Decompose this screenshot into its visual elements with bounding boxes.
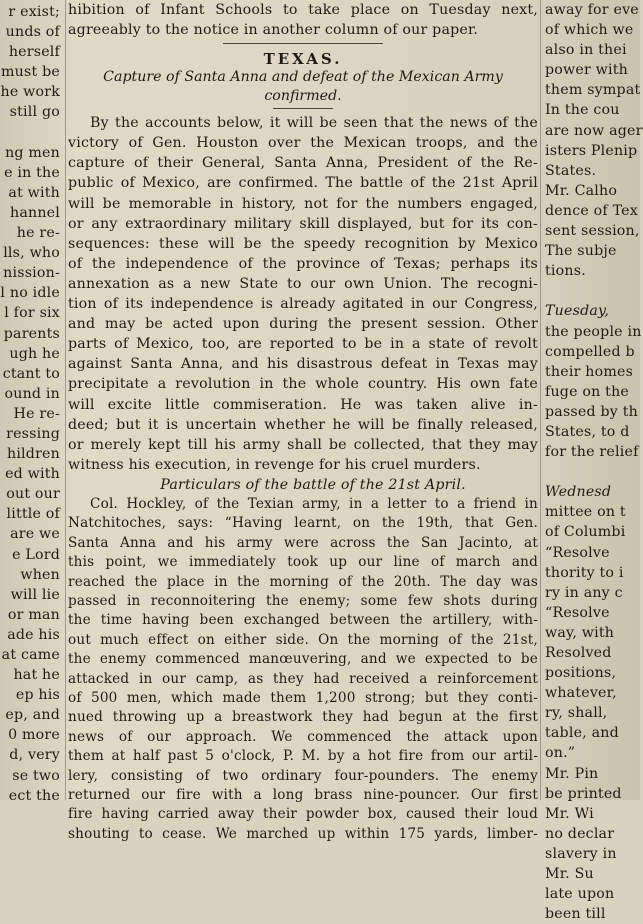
left-line: l for six (4, 305, 60, 322)
right-line: them sympat (545, 82, 641, 99)
article-line: and may be acted upon during the present session. Other (68, 316, 538, 333)
article-line: will excite little commiseration. He was taken alive in- (68, 396, 538, 413)
right-line: no declar (545, 825, 615, 842)
left-line: unds of (5, 24, 60, 41)
left-line: ed with (5, 466, 60, 483)
left-line: little of (6, 506, 60, 523)
right-line: States. (545, 162, 597, 179)
left-line: r exist; (8, 4, 60, 20)
left-line: ound in (4, 385, 60, 402)
right-line: of Columbi (545, 524, 626, 541)
right-line: late upon (545, 886, 615, 903)
article-line: nued throwing up a breastwork they had begun at the first (68, 709, 538, 726)
left-line: ade his (7, 626, 60, 643)
top-line: hibition of Infant Schools to take place on Tuesday next, (68, 2, 538, 18)
article-line: parts of Mexico, too, are reported to be in a state of revolt (68, 336, 538, 353)
left-line: ep, and (5, 707, 60, 724)
article-line: news of our approach. We commenced the attack upon (68, 728, 538, 745)
left-line: ugh he (9, 345, 60, 362)
deck-divider (273, 108, 333, 109)
article-line: of the independence of the province of Texas; perhaps its (68, 255, 538, 272)
right-line: thority to i (545, 564, 624, 581)
article-line: public of Mexico, are confirmed. The battle of the 21st April (68, 175, 538, 192)
left-line: lls, who (3, 245, 60, 262)
left-line: he re- (16, 225, 60, 242)
left-line: ect the (8, 787, 60, 804)
section-divider (223, 43, 383, 44)
column-rule-left (65, 0, 66, 800)
right-line: dence of Tex (545, 202, 638, 219)
right-line: been till (545, 906, 606, 923)
article-line: fire having carried away their powder box, caused their loud (68, 806, 538, 823)
article-line: Santa Anna and his army were across the San Jacinto, at (68, 534, 538, 551)
right-line: table, and (545, 725, 619, 742)
left-line: ctant to (2, 365, 60, 382)
left-line: hildren (6, 446, 60, 463)
right-line: tions. (545, 263, 586, 280)
article-line: reached the place in the morning of the 20th. The day was (68, 573, 538, 590)
article-line: precipitate a revolution in the whole country. His own fate (68, 376, 538, 393)
right-line: be printed (545, 785, 622, 802)
deck-line-1: Capture of Santa Anna and defeat of the Mexican Army (103, 69, 503, 86)
right-line: passed by th (545, 403, 638, 420)
article-line: By the accounts below, it will be seen that the news of the (90, 115, 538, 132)
right-line: are now ager (545, 122, 643, 139)
deck-line-2: confirmed. (264, 88, 342, 105)
right-line: away for eve (545, 2, 639, 18)
left-line: d, very (9, 747, 60, 764)
paragraph-1 (68, 113, 538, 475)
article-line: attacked in our camp, as they had received a reinforcement (68, 670, 538, 687)
left-line: at with (8, 184, 60, 201)
article-line: will be memorable in history, not for the numbers engaged, (68, 195, 538, 212)
left-line: parents (3, 325, 60, 342)
left-line: out our (6, 486, 60, 503)
right-line: way, with (545, 624, 615, 641)
left-line (0, 123, 64, 143)
article-line: them at half past 5 o'clock, P. M. by a hot fire from our artil- (68, 748, 538, 765)
right-line: slavery in (545, 845, 617, 862)
right-line: ry in any c (545, 584, 623, 601)
article-line: capture of their General, Santa Anna, President of the Re- (68, 155, 538, 172)
article-line: annexation as a new State to our own Union. The recogni- (68, 275, 538, 292)
right-line: ry, shall, (545, 705, 608, 722)
article-line: returned our fire with a long brass nine-pouncer. Our first (68, 787, 538, 804)
left-line: e in the (4, 164, 60, 181)
column-rule-right (540, 0, 541, 800)
paragraph-2 (68, 495, 538, 844)
right-line: positions, (545, 665, 617, 682)
right-line: Mr. Pin (545, 765, 599, 782)
left-line: when (20, 566, 60, 583)
article-line: sequences: these will be the speedy recognition by Mexico (68, 235, 538, 252)
article-line: of 500 men, which made them 1,200 strong; but they conti- (68, 690, 538, 707)
right-line: power with (545, 62, 628, 79)
left-line: are we (10, 526, 60, 543)
right-line: for the relief (545, 444, 639, 461)
left-line: will lie (10, 586, 60, 603)
right-line: compelled b (545, 343, 635, 360)
left-line: 0 more (8, 727, 60, 744)
left-cropped-column (0, 0, 64, 804)
right-line: fuge on the (545, 383, 629, 400)
right-line: Resolved (545, 645, 612, 661)
article-line: tion of its independence is already agitated in our Congress, (68, 296, 538, 313)
left-line: ressing (6, 425, 60, 442)
left-line: hannel (9, 204, 60, 221)
right-line: their homes (545, 363, 634, 380)
right-line: In the cou (545, 102, 620, 119)
right-line (542, 462, 640, 482)
subhead: Particulars of the battle of the 21st April. (160, 476, 466, 493)
right-line: Wednesd (545, 484, 612, 501)
article-line: victory of Gen. Houston over the Mexican troops, and the (68, 135, 538, 152)
article-line: out much effect on either side. On the morning of the 21st, (68, 631, 538, 648)
article-line: Col. Hockley, of the Texian army, in a letter to a friend in (90, 495, 538, 512)
article-line: or any extraordinary military skill displayed, but for its con- (68, 215, 538, 232)
top-line: agreeably to the notice in another column of our paper. (68, 22, 479, 39)
article-line: Natchitoches, says: “Having learnt, on the 19th, that Gen. (68, 515, 538, 532)
left-line: or man (7, 606, 60, 623)
right-line: Mr. Wi (545, 805, 594, 822)
right-line: the people in (545, 323, 642, 340)
right-line: also in thei (545, 42, 627, 59)
right-line: sent session, (545, 223, 640, 240)
article-line: shouting to cease. We marched up within 175 yards, limber- (68, 825, 538, 842)
left-line: l no idle (0, 285, 60, 302)
right-line: “Resolve (545, 544, 610, 561)
left-line: nission- (3, 265, 60, 282)
right-line: of which we (545, 22, 634, 39)
left-line: must be (1, 64, 60, 81)
article-line: the enemy commenced manœuvering, and we expected to be (68, 651, 538, 668)
right-cropped-column (542, 0, 643, 923)
left-line: hat he (13, 667, 60, 684)
right-line: The subje (545, 243, 617, 260)
right-line: Mr. Calho (545, 182, 618, 199)
right-line: Mr. Su (545, 866, 594, 883)
right-line: Tuesday, (545, 303, 610, 320)
article-line: this point, we immediately took up our line of march and (68, 554, 538, 571)
article-line: or merely kept till his army shall be collected, that they may (68, 436, 538, 453)
right-line: whatever, (545, 685, 617, 702)
right-line: isters Plenip (545, 142, 638, 159)
left-line: He re- (13, 405, 60, 422)
left-line: e Lord (12, 546, 60, 563)
headline: TEXAS. (263, 50, 343, 69)
left-line: ng men (5, 144, 60, 161)
right-line: on.” (545, 745, 576, 762)
right-line (542, 281, 640, 301)
left-line: se two (12, 767, 60, 784)
left-line: he work (0, 84, 60, 101)
left-line: still go (9, 104, 60, 121)
article-line: against Santa Anna, and his disastrous defeat in Texas may (68, 356, 538, 373)
right-line: “Resolve (545, 604, 610, 621)
article-line: witness his execution, in revenge for his cruel murders. (68, 456, 481, 473)
left-line: at came (1, 647, 60, 663)
left-line: herself (8, 44, 60, 61)
main-article-column (68, 0, 538, 842)
right-line: States, to d (545, 423, 630, 440)
article-line: deed; but it is uncertain whether he will be finally released, (68, 416, 538, 433)
article-line: the time having been exchanged between the artillery, with- (68, 612, 538, 629)
left-line: ep his (15, 687, 60, 704)
article-line: lery, consisting of two ordinary four-pounders. The enemy (68, 767, 538, 784)
article-line: passed in reconnoitering the enemy; some few shots during (68, 593, 538, 609)
right-line: mittee on t (545, 504, 626, 521)
